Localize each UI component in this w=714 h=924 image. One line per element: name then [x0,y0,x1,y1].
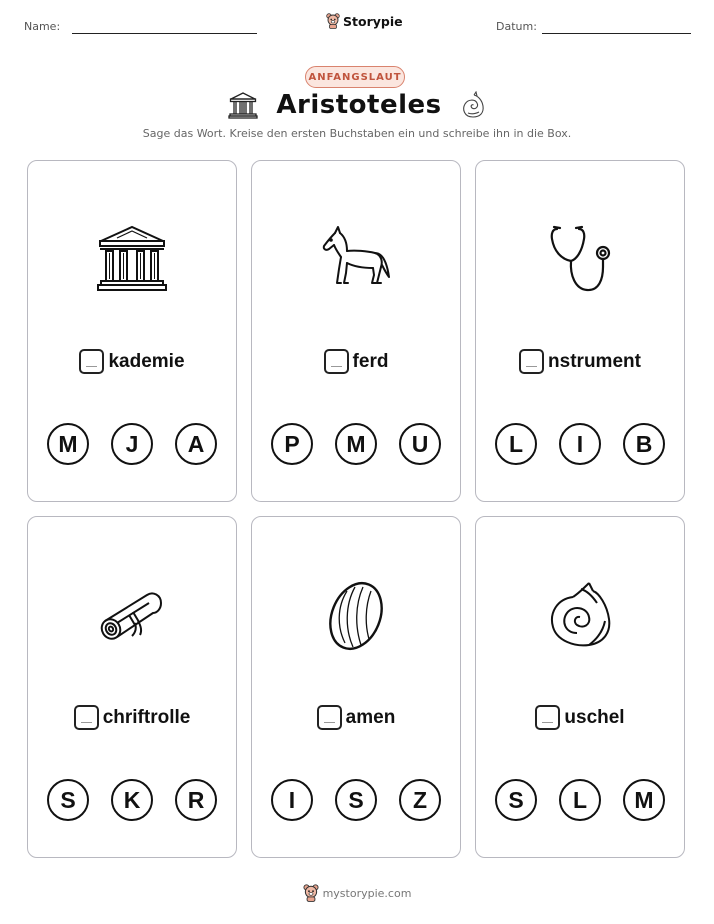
title-row [0,90,714,120]
letter-choice[interactable]: R [175,779,217,821]
word-card [27,160,237,502]
letter-choice[interactable]: A [175,423,217,465]
letter-choice[interactable]: I [559,423,601,465]
letter-choice[interactable]: S [335,779,377,821]
answer-box[interactable] [324,349,349,374]
word-stem: kademie [108,350,185,372]
date-input-line[interactable] [542,33,691,34]
answer-box[interactable] [519,349,544,374]
horse-icon [319,223,393,297]
letter-choice[interactable]: I [271,779,313,821]
bear-mascot-icon [303,884,319,902]
letter-choice[interactable]: U [399,423,441,465]
letter-choice[interactable]: J [111,423,153,465]
letter-choice[interactable]: S [47,779,89,821]
word-stem: ferd [352,350,389,372]
footer-url[interactable]: mystorypie.com [322,886,412,900]
bear-mascot-icon [326,13,340,29]
word-card [27,516,237,858]
letter-choice[interactable]: B [623,423,665,465]
scroll-icon [95,579,169,653]
word-card [251,516,461,858]
word-card [475,160,685,502]
answer-box[interactable] [535,705,560,730]
brand-logo [326,13,403,29]
seed-icon [319,579,393,653]
stethoscope-icon [543,223,617,297]
word-stem: nstrument [548,350,641,372]
brand-name: Storypie [343,13,403,29]
answer-box[interactable] [74,705,99,730]
name-label: Name: [24,20,61,33]
letter-choice[interactable]: L [495,423,537,465]
name-input-line[interactable] [72,33,257,34]
letter-choice[interactable]: M [47,423,89,465]
letter-choice[interactable]: M [335,423,377,465]
snail-shell-icon [460,91,486,119]
page-title: Aristoteles [276,90,442,120]
answer-box[interactable] [79,349,104,374]
word-stem: amen [345,706,396,728]
instructions-text: Sage das Wort. Kreise den ersten Buchstaben ein und schreibe ihn in die Box. [142,127,572,140]
category-badge: ANFANGSLAUT [305,66,405,88]
letter-choice[interactable]: M [623,779,665,821]
seashell-icon [543,579,617,653]
letter-choice[interactable]: S [495,779,537,821]
answer-box[interactable] [317,705,342,730]
date-label: Datum: [496,20,537,33]
footer [0,884,714,902]
word-card [475,516,685,858]
word-card [251,160,461,502]
word-stem: uschel [564,706,625,728]
greek-temple-icon [95,223,169,297]
letter-choice[interactable]: Z [399,779,441,821]
letter-choice[interactable]: K [111,779,153,821]
word-stem: chriftrolle [102,706,191,728]
letter-choice[interactable]: L [559,779,601,821]
greek-temple-icon [228,91,258,119]
letter-choice[interactable]: P [271,423,313,465]
